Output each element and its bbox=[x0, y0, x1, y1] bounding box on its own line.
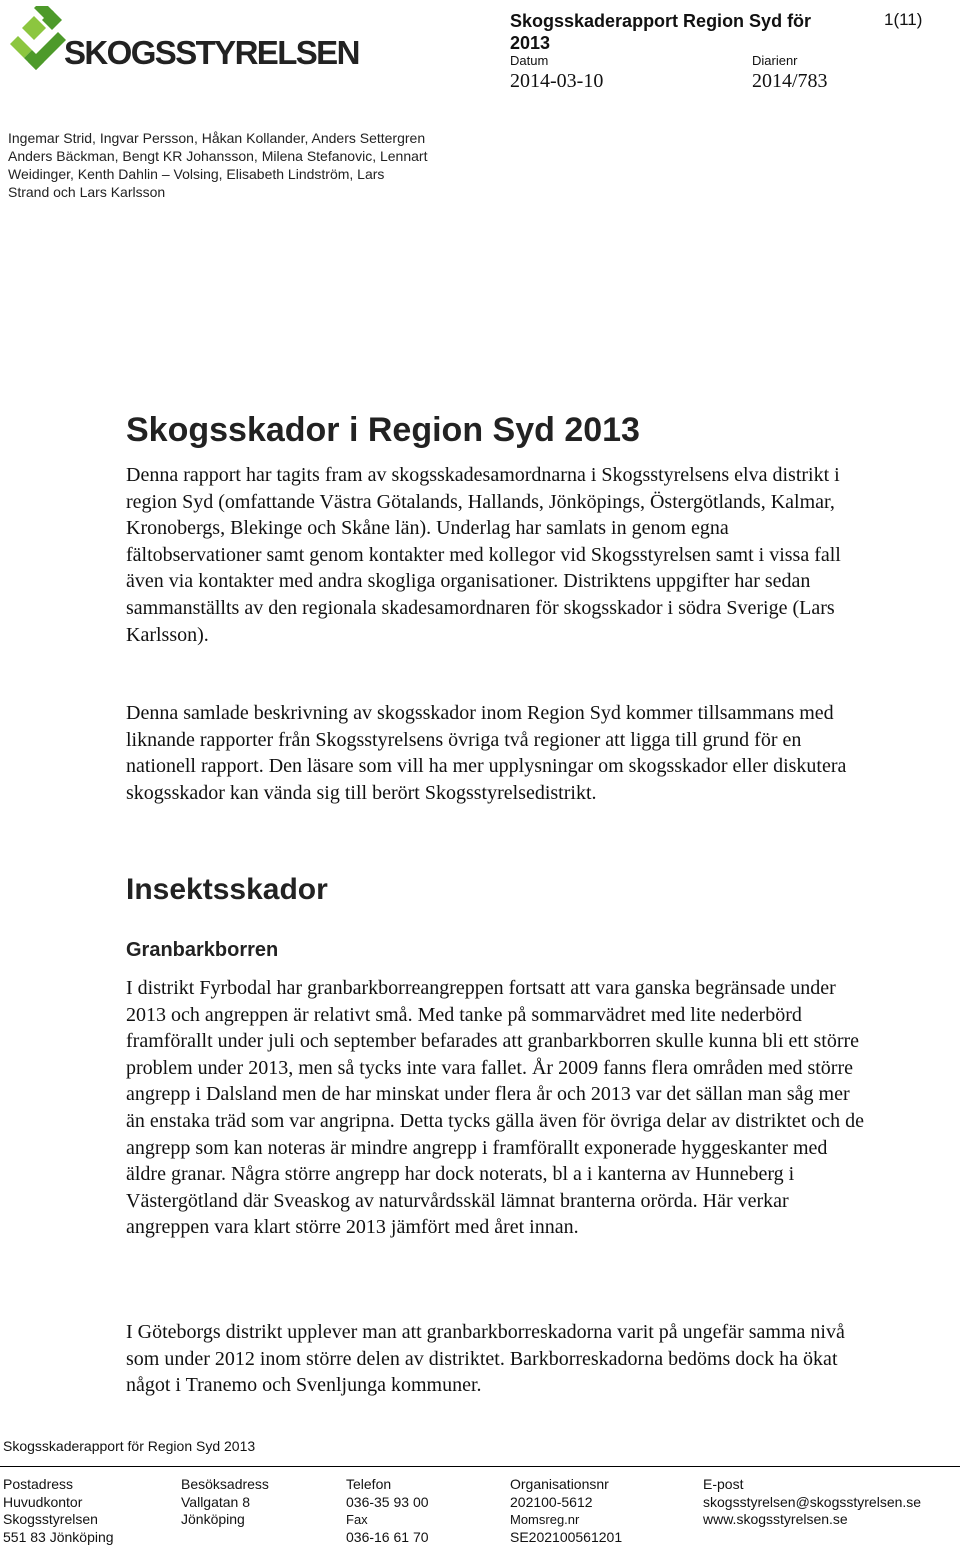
orgnr-label: Organisationsnr bbox=[510, 1476, 622, 1494]
document-title: Skogsskaderapport Region Syd för 2013 bbox=[510, 10, 850, 54]
telefon-value: 036-35 93 00 bbox=[346, 1494, 429, 1512]
section-heading: Insektsskador bbox=[126, 872, 866, 908]
postadress-line-3: 551 83 Jönköping bbox=[3, 1529, 114, 1546]
footer-organisation bbox=[510, 1476, 622, 1546]
authors-list: Ingemar Strid, Ingvar Persson, Håkan Kollander, Anders Settergren Anders Bäckman, Bengt KR Johansson, Milena Stefanovic, Lennart Weidinger, Kenth Dahlin – Volsing, Elisabeth Lindström, Lars Strand och Lars Karlsson bbox=[8, 129, 428, 201]
postadress-label: Postadress bbox=[3, 1476, 114, 1494]
epost-label: E-post bbox=[703, 1476, 921, 1494]
footer-contact bbox=[703, 1476, 921, 1529]
epost-value: skogsstyrelsen@skogsstyrelsen.se bbox=[703, 1494, 921, 1512]
footer-report-name: Skogsskaderapport för Region Syd 2013 bbox=[3, 1438, 255, 1454]
postadress-line-2: Skogsstyrelsen bbox=[3, 1511, 114, 1529]
subsection-heading: Granbarkborren bbox=[126, 938, 866, 962]
logo-wordmark: SKOGSSTYRELSEN bbox=[64, 36, 359, 70]
orgnr-value: 202100-5612 bbox=[510, 1494, 622, 1512]
page-number: 1(11) bbox=[884, 10, 922, 30]
body-paragraph-2: I Göteborgs distrikt upplever man att granbarkborreskadorna varit på ungefär samma nivå som under 2012 inom större delen av distriktet. Barkborreskadorna bedöms dock ha ökat något i Tranemo och Svenljunga kommuner. bbox=[126, 1319, 866, 1399]
telefon-label: Telefon bbox=[346, 1476, 429, 1494]
footer-divider bbox=[0, 1466, 960, 1467]
momsreg-value: SE202100561201 bbox=[510, 1529, 622, 1546]
datum-label: Datum bbox=[510, 53, 548, 68]
momsreg-label: Momsreg.nr bbox=[510, 1511, 622, 1529]
besoksadress-label: Besöksadress bbox=[181, 1476, 269, 1494]
fax-label: Fax bbox=[346, 1511, 429, 1529]
postadress-line-1: Huvudkontor bbox=[3, 1494, 114, 1512]
footer-telefon bbox=[346, 1476, 429, 1546]
page-heading: Skogsskador i Region Syd 2013 bbox=[126, 410, 866, 450]
footer-besoksadress bbox=[181, 1476, 269, 1529]
website-value: www.skogsstyrelsen.se bbox=[703, 1511, 921, 1529]
besoksadress-line-2: Jönköping bbox=[181, 1511, 269, 1529]
intro-paragraph-1: Denna rapport har tagits fram av skogsskadesamordnarna i Skogsstyrelsens elva distrikt i region Syd (omfattande Västra Götalands, Hallands, Jönköpings, Östergötlands, Kalmar, Kronobergs, Blekinge och Skåne län). Underlag har samlats in genom egna fältobservationer samt genom kontakter med kollegor vid Skogsstyrelsen samt i vissa fall även via kontakter med andra skogliga organisationer. Distriktens uppgifter har sedan sammanställts av den regionala skadesamordnaren för skogsskador i södra Sverige (Lars Karlsson). bbox=[126, 462, 866, 648]
besoksadress-line-1: Vallgatan 8 bbox=[181, 1494, 269, 1512]
intro-paragraph-2: Denna samlade beskrivning av skogsskador inom Region Syd kommer tillsammans med liknande rapporter från Skogsstyrelsens övriga två regioner att ligga till grund för en nationell rapport. Den läsare som vill ha mer upplysningar om skogsskador eller diskutera skogsskador kan vända sig till berört Skogsstyrelsedistrikt. bbox=[126, 700, 866, 806]
fax-value: 036-16 61 70 bbox=[346, 1529, 429, 1546]
diarienr-value: 2014/783 bbox=[752, 70, 828, 93]
datum-value: 2014-03-10 bbox=[510, 70, 603, 93]
diarienr-label: Diarienr bbox=[752, 53, 798, 68]
body-paragraph-1: I distrikt Fyrbodal har granbarkborreangreppen fortsatt att vara ganska begränsade under 2013 och angreppen är relativt små. Med tanke på sommarvädret med lite nederbörd framförallt under juli och september befarades att granbarkborren skulle kunna bli ett större problem under 2013, men så tycks inte vara fallet. År 2009 fanns flera områden med större angrepp i Dalsland men de har minskat under flera år och 2013 var det sällan man såg mer än enstaka träd som var angripna. Detta tycks gälla även för övriga delar av distriktet och de angrepp som kan noteras är mindre angrepp i framförallt exponerade hyggeskanter med äldre granar. Några större angrepp har dock noterats, bl a i kanterna av Hunneberg i Västergötland där Sveaskog av naturvårdsskäl lämnat branterna orörda. Här verkar angreppen vara klart större 2013 jämfört med året innan. bbox=[126, 975, 866, 1241]
footer-postadress bbox=[3, 1476, 114, 1546]
